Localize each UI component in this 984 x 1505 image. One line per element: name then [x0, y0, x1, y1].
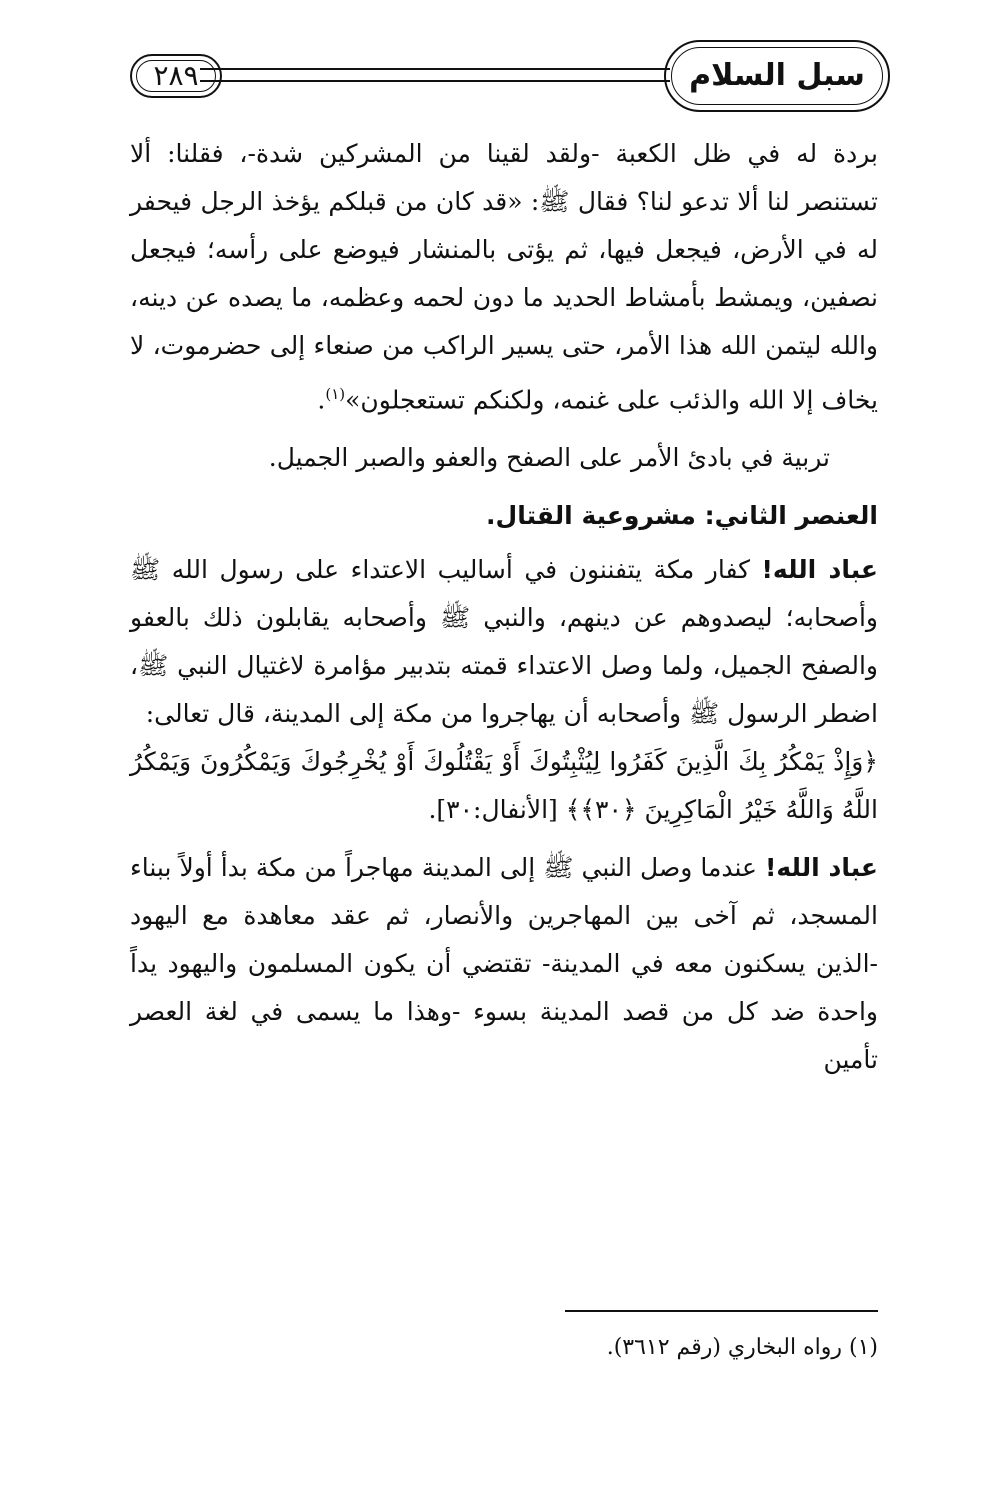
paragraph-text: عندما وصل النبي ﷺ إلى المدينة مهاجراً من مكة بدأ أولاً ببناء المسجد، ثم آخى بين المهاجرين والأنصار، ثم عقد معاهدة مع اليهود -الذين يسكنون معه في المدينة- تقتضي أن يكون المسلمون واليهود يداً واحدة ضد كل من قصد المدينة بسوء -وهذا ما يسمى في لغة العصر تأمين	[130, 853, 878, 1075]
paragraph-summary: تربية في بادئ الأمر على الصفح والعفو والصبر الجميل.	[268, 443, 830, 473]
paragraph-persecution	[130, 546, 878, 738]
paragraph-lead: عباد الله!	[764, 853, 878, 883]
page-number: ٢٨٩	[130, 54, 222, 98]
quran-text: ﴿وَإِذْ يَمْكُرُ بِكَ الَّذِينَ كَفَرُوا لِيُثْبِتُوكَ أَوْ يَقْتُلُوكَ أَوْ يُخْرِجُوكَ وَيَمْكُرُونَ وَيَمْكُرُ اللَّهُ وَاللَّهُ خَيْرُ الْمَاكِرِينَ ﴿٣٠﴾﴾	[130, 747, 878, 825]
header-rule	[200, 68, 670, 82]
footnote-separator	[565, 1310, 878, 1312]
quran-reference: [الأنفال:٣٠].	[428, 795, 558, 825]
page-header	[130, 40, 890, 110]
paragraph-text: كفار مكة يتفننون في أساليب الاعتداء على رسول الله ﷺ وأصحابه؛ ليصدوهم عن دينهم، والنبي ﷺ وأصحابه يقابلون ذلك بالعفو والصفح الجميل، ولما وصل الاعتداء قمته بتدبير مؤامرة لاغتيال النبي ﷺ، اضطر الرسول ﷺ وأصحابه أن يهاجروا من مكة إلى المدينة، قال تعالى:	[130, 555, 878, 729]
quran-verse	[130, 738, 878, 834]
running-title: سبل السلام	[664, 40, 890, 112]
footnote-marker: (١)	[325, 385, 346, 403]
hadith-end: .	[317, 385, 326, 415]
paragraph-lead: عباد الله!	[761, 555, 878, 585]
section-heading: العنصر الثاني: مشروعية القتال.	[486, 501, 878, 531]
paragraph-hadith	[130, 130, 878, 424]
paragraph-madinah	[130, 844, 878, 1084]
footnote: (١) رواه البخاري (رقم ٣٦١٢).	[606, 1335, 878, 1360]
hadith-text: بردة له في ظل الكعبة -ولقد لقينا من المشركين شدة-، فقلنا: ألا تستنصر لنا ألا تدعو لنا؟ فقال ﷺ: «قد كان من قبلكم يؤخذ الرجل فيحفر له في الأرض، فيجعل فيها، ثم يؤتى بالمنشار فيوضع على رأسه؛ فيجعل نصفين، ويمشط بأمشاط الحديد ما دون لحمه وعظمه، ما يصده عن دينه، والله ليتمن الله هذا الأمر، حتى يسير الراكب من صنعاء إلى حضرموت، لا يخاف إلا الله والذئب على غنمه، ولكنكم تستعجلون»	[130, 139, 878, 415]
page-body	[130, 130, 878, 1084]
